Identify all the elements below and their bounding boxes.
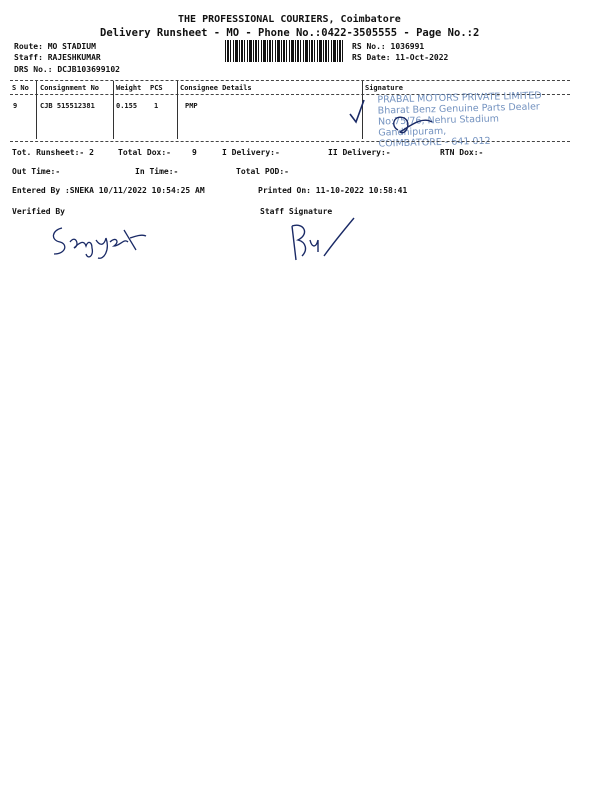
- staff-signature-label: Staff Signature: [260, 207, 333, 216]
- second-delivery: II Delivery:-: [328, 148, 391, 157]
- drs-number: DRS No.: DCJB103699102: [14, 65, 120, 74]
- stamp-line: Gandhipuram,: [378, 125, 447, 139]
- col-sno: S No: [12, 84, 29, 92]
- first-delivery: I Delivery:-: [222, 148, 280, 157]
- total-dox-label: Total Dox:-: [118, 148, 171, 157]
- col-pcs: PCS: [150, 84, 163, 92]
- rs-date: RS Date: 11-Oct-2022: [352, 53, 449, 62]
- out-time: Out Time:-: [12, 167, 61, 176]
- runsheet-subtitle: Delivery Runsheet - MO - Phone No.:0422-3505555 - Page No.:2: [100, 27, 480, 39]
- total-runsheet: Tot. Runsheet:- 2: [12, 148, 94, 157]
- barcode: [225, 40, 343, 62]
- stamp-line: No:75/76, Nehru Stadium: [377, 113, 500, 128]
- col-details: Consignee Details: [180, 84, 252, 92]
- col-separator: [177, 81, 178, 139]
- col-weight: Weight: [116, 84, 142, 92]
- route-label: Route: MO STADIUM: [14, 42, 96, 51]
- table-bottom-rule: [10, 141, 570, 142]
- entered-by: Entered By :SNEKA 10/11/2022 10:54:25 AM: [12, 186, 205, 195]
- staff-label: Staff: RAJESHKUMAR: [14, 53, 101, 62]
- rs-number: RS No.: 1036991: [352, 42, 425, 51]
- row-sno: 9: [13, 102, 18, 110]
- stamp-line: Bharat Benz Genuine Parts Dealer: [377, 101, 540, 117]
- row-details: PMP: [185, 102, 198, 110]
- stamp-line: COIMBATORE - 641 012: [378, 135, 491, 150]
- row-consignment: CJB 515512381: [40, 102, 95, 110]
- stamp-line: PRABAL MOTORS PRIVATE LIMITED: [377, 90, 542, 106]
- verifier-signature: [40, 220, 150, 262]
- total-dox-value: 9: [192, 148, 197, 157]
- verified-by-label: Verified By: [12, 207, 65, 216]
- col-consignment: Consignment No: [40, 84, 100, 92]
- receiver-signature: [340, 96, 460, 146]
- total-pod: Total POD:-: [236, 167, 289, 176]
- table-top-rule: [10, 80, 570, 81]
- col-signature: Signature: [365, 84, 403, 92]
- col-separator: [113, 81, 114, 139]
- printed-on: Printed On: 11-10-2022 10:58:41: [258, 186, 408, 195]
- row-weight: 0.155: [116, 102, 138, 110]
- company-title: THE PROFESSIONAL COURIERS, Coimbatore: [178, 14, 401, 25]
- row-pcs: 1: [154, 102, 159, 110]
- col-separator: [36, 81, 37, 139]
- rtn-dox: RTN Dox:-: [440, 148, 484, 157]
- staff-signature: [284, 212, 364, 268]
- in-time: In Time:-: [135, 167, 179, 176]
